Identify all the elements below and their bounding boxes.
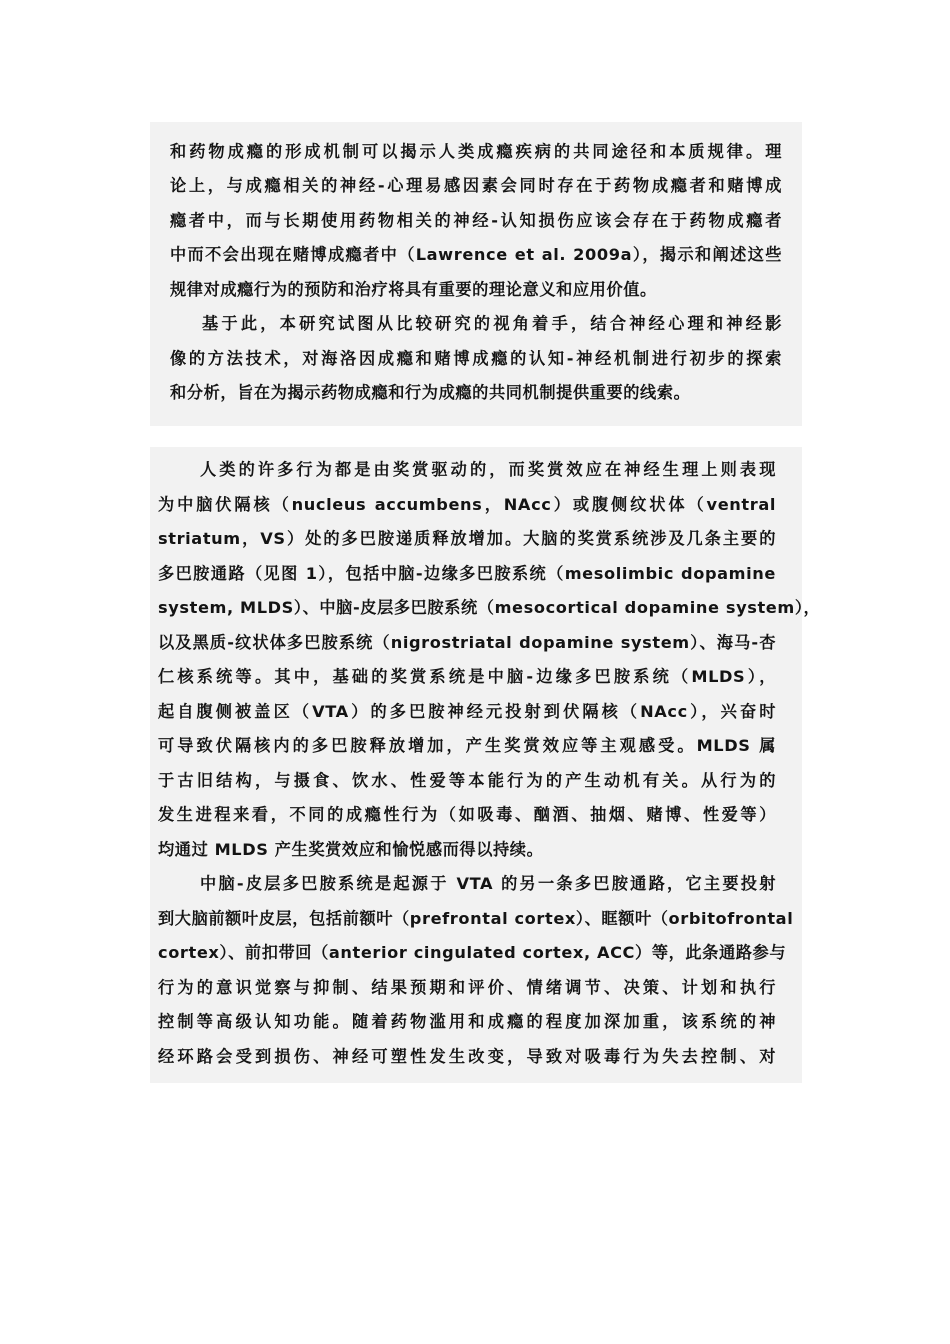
text-line: 和分析，旨在为揭示药物成瘾和行为成瘾的共同机制提供重要的线索。 (170, 383, 691, 402)
text-line: 为中脑伏隔核（nucleus accumbens，NAcc）或腹侧纹状体（ventral (158, 495, 776, 514)
text-line: 起自腹侧被盖区（VTA）的多巴胺神经元投射到伏隔核（NAcc），兴奋时 (158, 702, 776, 721)
text-line: 发生进程来看，不同的成瘾性行为（如吸毒、酗酒、抽烟、赌博、性爱等） (158, 805, 776, 824)
text-block-reward-system (150, 447, 821, 1083)
text-line: system, MLDS）、中脑-皮层多巴胺系统（mesocortical dopamine system）， (158, 598, 821, 617)
text-line: cortex）、前扣带回（anterior cingulated cortex, ACC）等，此条通路参与 (158, 943, 787, 962)
text-line: 到大脑前额叶皮层，包括前额叶（prefrontal cortex）、眶额叶（orbitofrontal (158, 909, 794, 928)
text-line: 中而不会出现在赌博成瘾者中（Lawrence et al. 2009a），揭示和阐述这些 (170, 245, 782, 264)
text-line: 经环路会受到损伤、神经可塑性发生改变，导致对吸毒行为失去控制、对 (158, 1047, 776, 1066)
text-line: 瘾者中，而与长期使用药物相关的神经-认知损伤应该会存在于药物成瘾者 (170, 211, 782, 230)
text-line: 仁核系统等。其中，基础的奖赏系统是中脑-边缘多巴胺系统（MLDS）， (158, 667, 776, 686)
text-line: 规律对成瘾行为的预防和治疗将具有重要的理论意义和应用价值。 (170, 280, 657, 299)
text-line: 均通过 MLDS 产生奖赏效应和愉悦感而得以持续。 (158, 840, 544, 859)
text-line: 于古旧结构，与摄食、饮水、性爱等本能行为的产生动机有关。从行为的 (158, 771, 776, 790)
text-line: 多巴胺通路（见图 1），包括中脑-边缘多巴胺系统（mesolimbic dopamine (158, 564, 776, 583)
text-line: 行为的意识觉察与抑制、结果预期和评价、情绪调节、决策、计划和执行 (158, 978, 776, 997)
text-block-continuation (150, 122, 802, 426)
text-line: 控制等高级认知功能。随着药物滥用和成瘾的程度加深加重，该系统的神 (158, 1012, 776, 1031)
text-line-indented: 基于此，本研究试图从比较研究的视角着手，结合神经心理和神经影 (202, 314, 782, 333)
text-line: 可导致伏隔核内的多巴胺释放增加，产生奖赏效应等主观感受。MLDS 属 (158, 736, 776, 755)
text-line: 论上，与成瘾相关的神经-心理易感因素会同时存在于药物成瘾者和赌博成 (170, 176, 782, 195)
text-line-indented: 人类的许多行为都是由奖赏驱动的，而奖赏效应在神经生理上则表现 (200, 460, 776, 479)
text-line: 以及黑质-纹状体多巴胺系统（nigrostriatal dopamine system）、海马-杏 (158, 633, 776, 652)
text-line: 和药物成瘾的形成机制可以揭示人类成瘾疾病的共同途径和本质规律。理 (170, 142, 782, 161)
text-line-indented: 中脑-皮层多巴胺系统是起源于 VTA 的另一条多巴胺通路，它主要投射 (200, 874, 776, 893)
text-line: 像的方法技术，对海洛因成瘾和赌博成瘾的认知-神经机制进行初步的探索 (170, 349, 782, 368)
text-line: striatum，VS）处的多巴胺递质释放增加。大脑的奖赏系统涉及几条主要的 (158, 529, 776, 548)
